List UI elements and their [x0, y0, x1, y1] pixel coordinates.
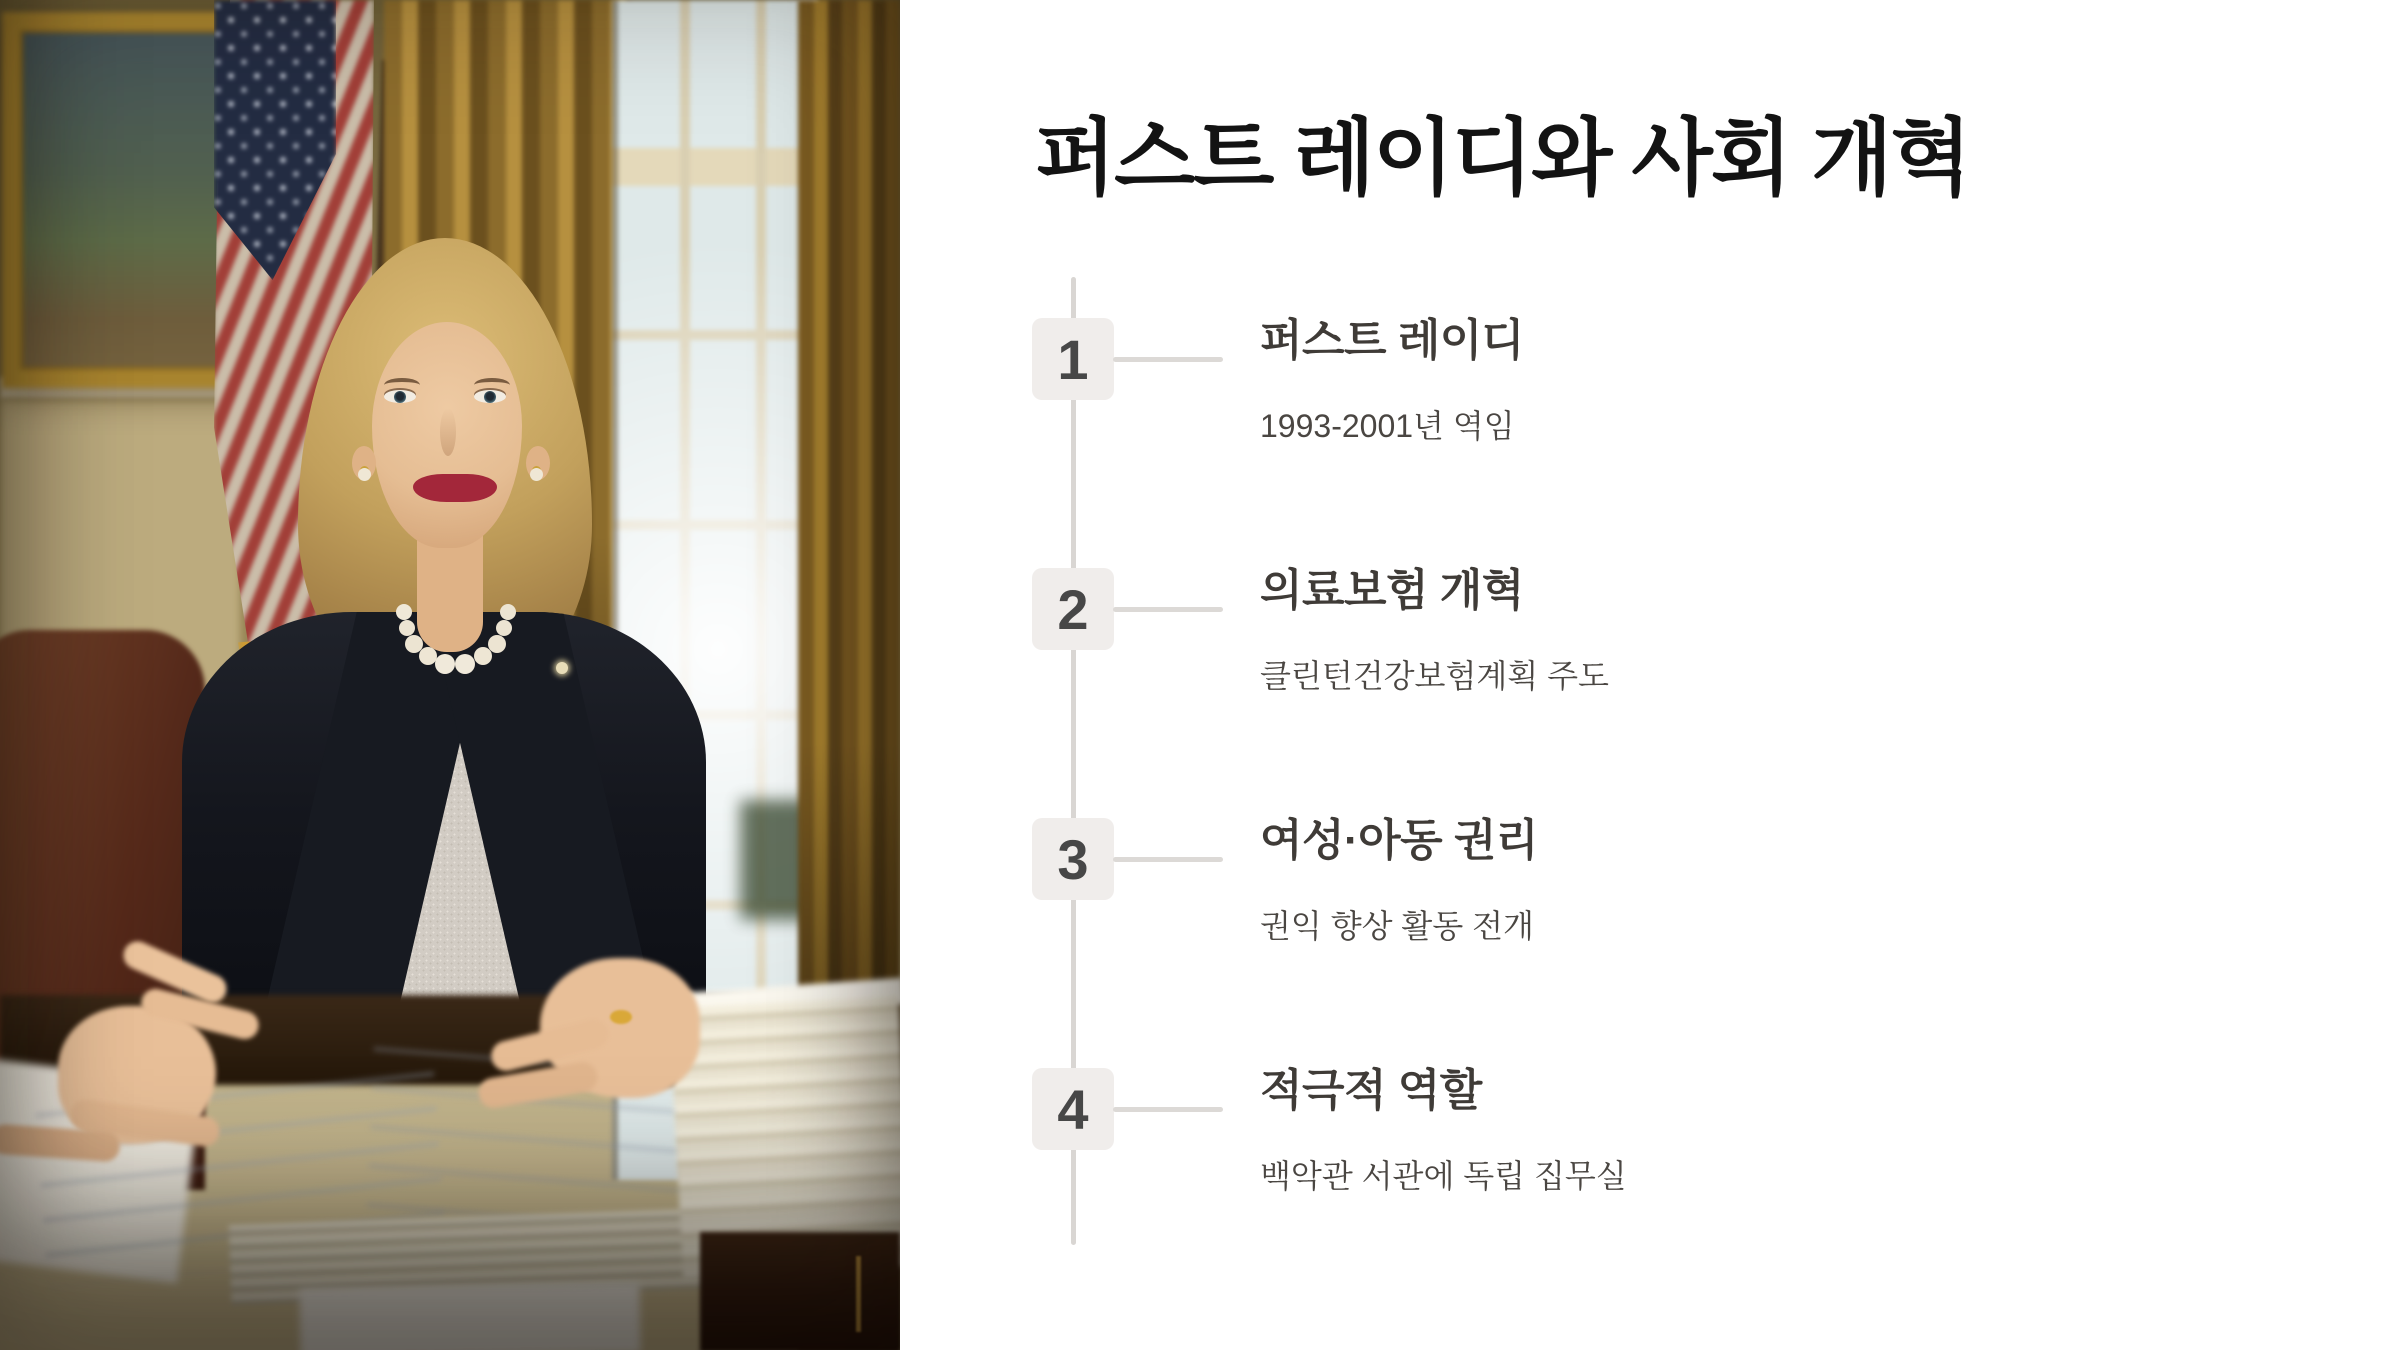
slide-title: 퍼스트 레이디와 사회 개혁: [1035, 111, 1970, 205]
badge-number: 3: [1057, 827, 1089, 891]
timeline-item-4: [1032, 1068, 2132, 1218]
badge-number: 4: [1057, 1077, 1089, 1141]
timeline-item-3: [1032, 818, 2132, 968]
timeline-item-subtitle: 백악관 서관에 독립 집무실: [1260, 1158, 1627, 1194]
timeline-item-subtitle: 클린턴건강보험계획 주도: [1260, 658, 1609, 694]
timeline-item-title: 퍼스트 레이디: [1260, 316, 1524, 365]
timeline-badge-1: [1032, 318, 1114, 400]
timeline-item-title: 의료보험 개혁: [1260, 566, 1524, 615]
timeline-item-subtitle: 1993-2001년 역임: [1260, 408, 1515, 444]
badge-number: 1: [1057, 327, 1089, 391]
timeline-badge-3: [1032, 818, 1114, 900]
timeline-badge-4: [1032, 1068, 1114, 1150]
timeline-item-title: 적극적 역할: [1260, 1066, 1482, 1115]
timeline-item-1: [1032, 318, 2132, 468]
timeline-item-subtitle: 권익 향상 활동 전개: [1260, 908, 1534, 944]
timeline-item-2: [1032, 568, 2132, 718]
timeline-connector: [1113, 857, 1223, 862]
timeline-connector: [1113, 357, 1223, 362]
timeline-badge-2: [1032, 568, 1114, 650]
timeline-connector: [1113, 1107, 1223, 1112]
badge-number: 2: [1057, 577, 1089, 641]
timeline-connector: [1113, 607, 1223, 612]
photo-vignette: [0, 0, 900, 1350]
timeline-item-title: 여성·아동 권리: [1260, 816, 1538, 865]
portrait-photo: [0, 0, 900, 1350]
